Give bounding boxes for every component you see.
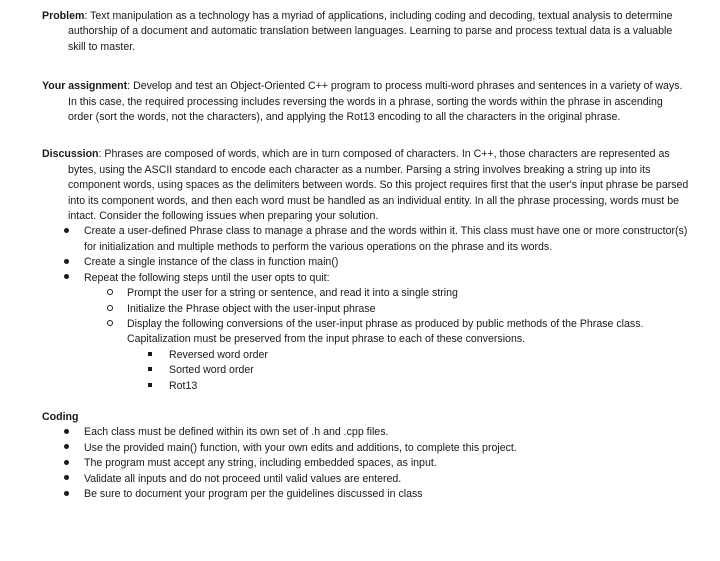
square-bullet-icon xyxy=(148,352,152,356)
assignment-paragraph: Your assignment: Develop and test an Object-Oriented C++ program to process multi-word phrases and sentences in a variety of ways. In this case, the required processing includes reversing the words in a phrase, sorting the words within the phrase in ascending order (sort the words, not the characters), and applying the Rot13 encoding to all the characters in the original phrase. xyxy=(42,80,683,124)
square-bullet-icon xyxy=(148,383,152,387)
list-item: Prompt the user for a string or sentence, and read it into a single string xyxy=(42,286,690,301)
hollow-bullet-icon xyxy=(107,320,113,326)
list-item: Sorted word order xyxy=(42,363,690,378)
discussion-paragraph: Discussion: Phrases are composed of words, which are in turn composed of characters. In C++, those characters are represented as bytes, using the ASCII standard to encode each character as a number. Parsing a string involves breaking a string up into its component words, using spaces as the delimiters between words. So this project requires first that the user's input phrase be parsed into its component words, and then each word must be handled as an individual entity. In all the phrase processing, words must be intact. Consider the following issues when preparing your solution. xyxy=(42,148,689,223)
square-bullet-icon xyxy=(148,367,152,371)
discussion-text: Phrases are composed of words, which are in turn composed of characters. In C++, those characters are represented as bytes, using the ASCII standard to encode each character as a number. Parsing a string involves breaking a string up into its component words, using spaces as the delimiters between words. So this project requires first that the user's input phrase be parsed into its component words, and then each word must be handled as an individual entity. In all the phrase processing, words must be intact. Consider the following issues when preparing your solution. xyxy=(68,148,689,223)
list-item: The program must accept any string, including embedded spaces, as input. xyxy=(42,456,690,471)
hollow-bullet-icon xyxy=(107,289,113,295)
list-item: Repeat the following steps until the user opts to quit: xyxy=(42,271,690,286)
problem-text: Text manipulation as a technology has a myriad of applications, including coding and decoding, textual analysis to determine authorship of a document and automatic translation between languages. Learning to parse and process textual data is a valuable skill to master. xyxy=(68,10,673,53)
list-item: Each class must be defined within its own set of .h and .cpp files. xyxy=(42,425,690,440)
list-item: Validate all inputs and do not proceed until valid values are entered. xyxy=(42,472,690,487)
list-item: Be sure to document your program per the guidelines discussed in class xyxy=(42,487,690,502)
list-item: Use the provided main() function, with your own edits and additions, to complete this project. xyxy=(42,441,690,456)
bullet-icon xyxy=(64,228,69,233)
bullet-icon xyxy=(64,475,69,480)
coding-list xyxy=(42,425,690,502)
list-item: Reversed word order xyxy=(42,348,690,363)
bullet-icon xyxy=(64,429,69,434)
coding-heading: Coding xyxy=(42,410,79,423)
hollow-bullet-icon xyxy=(107,305,113,311)
list-item: Initialize the Phrase object with the user-input phrase xyxy=(42,302,690,317)
discussion-label: Discussion xyxy=(42,148,99,161)
problem-label: Problem xyxy=(42,10,85,22)
list-item: Create a single instance of the class in function main() xyxy=(42,255,690,270)
bullet-icon xyxy=(64,259,69,264)
list-item: Display the following conversions of the user-input phrase as produced by public methods of the Phrase class. Capitalization must be preserved from the input phrase to each of these conversions. xyxy=(42,317,690,348)
list-item: Rot13 xyxy=(42,379,690,394)
assignment-text: Develop and test an Object-Oriented C++ program to process multi-word phrases and sentences in a variety of ways. In this case, the required processing includes reversing the words in a phrase, sorting the words within the phrase in ascending order (sort the words, not the characters), and applying the Rot13 encoding to all the characters in the original phrase. xyxy=(68,80,683,124)
discussion-list xyxy=(42,224,690,393)
assignment-label: Your assignment xyxy=(42,80,128,93)
bullet-icon xyxy=(64,444,69,449)
problem-paragraph: Problem: Text manipulation as a technology has a myriad of applications, including coding and decoding, textual analysis to determine authorship of a document and automatic translation between languages. Learning to parse and process textual data is a valuable skill to master. xyxy=(42,10,673,53)
bullet-icon xyxy=(64,491,69,496)
bullet-icon xyxy=(64,460,69,465)
list-item: Create a user-defined Phrase class to manage a phrase and the words within it. This class must have one or more constructor(s) for initialization and multiple methods to perform the various operations on the phrase and its words. xyxy=(42,224,690,255)
bullet-icon xyxy=(64,274,69,279)
